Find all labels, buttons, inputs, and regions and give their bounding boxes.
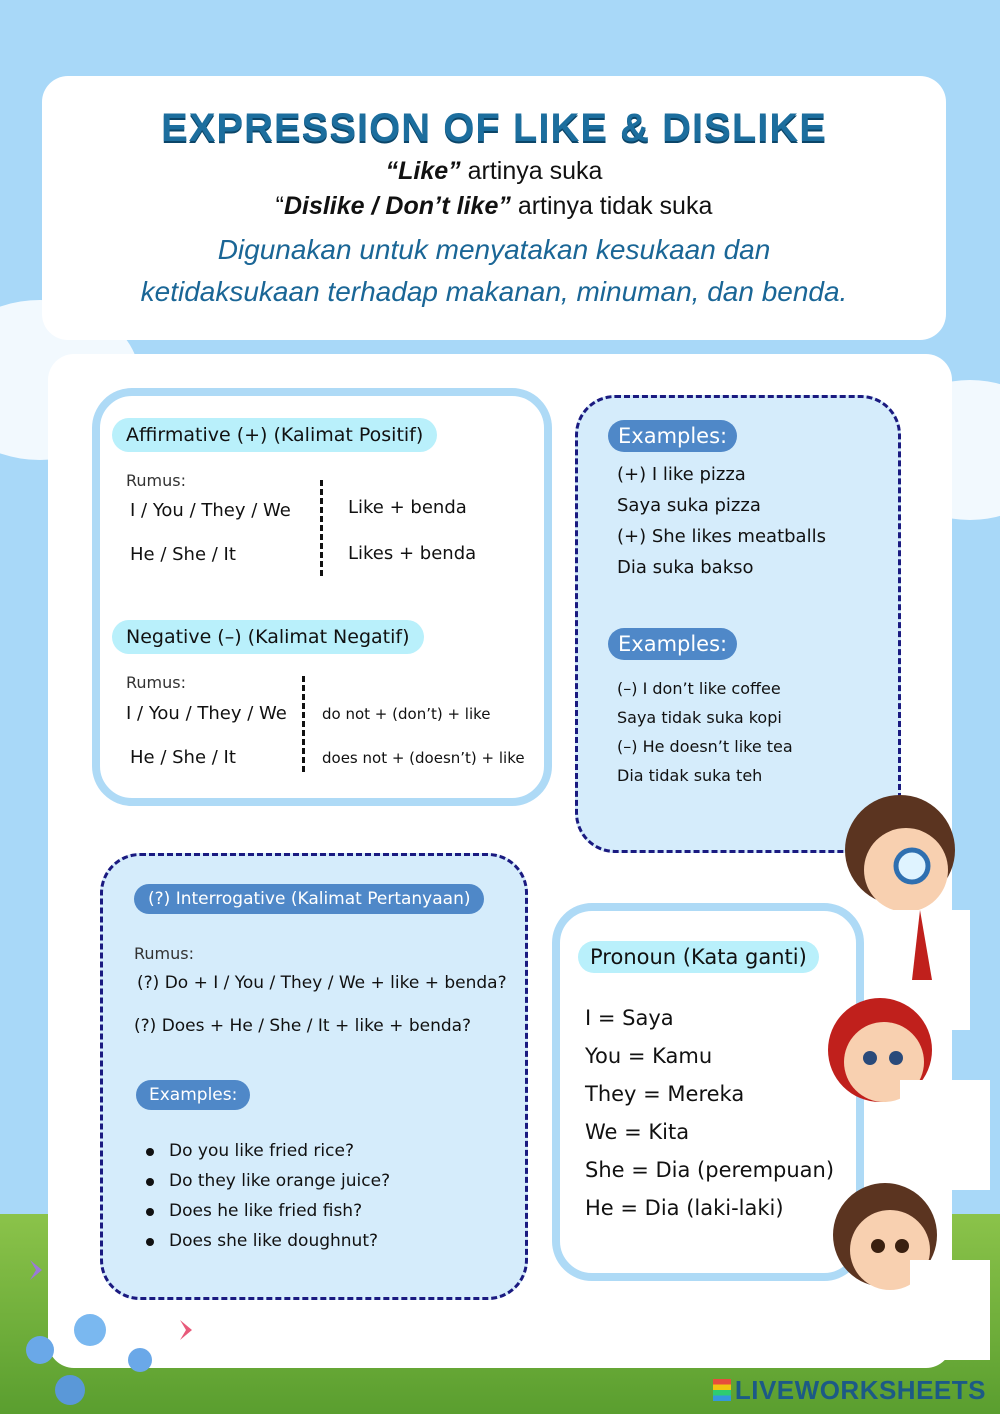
liveworksheets-mark-icon [713,1379,731,1401]
flowers-decoration [0,1240,220,1414]
examples-negative-title: Examples: [608,628,737,660]
pronoun-item-6: He = Dia (laki-laki) [585,1196,784,1220]
affirmative-title: Affirmative (+) (Kalimat Positif) [112,418,437,452]
bullet-dot [146,1208,154,1216]
like-meaning: artinya suka [467,157,603,185]
interrogative-example-3: Does he like fried fish? [169,1201,363,1221]
negative-rumus-label: Rumus: [126,673,186,692]
examples-negative-line-3: (–) He doesn’t like tea [617,737,793,756]
examples-positive-line-3: (+) She likes meatballs [617,526,826,547]
dislike-term: Dislike / Don’t like” [283,192,511,220]
bullet-dot [146,1178,154,1186]
pronoun-item-2: You = Kamu [585,1044,713,1068]
negative-subject-2: He / She / It [130,747,236,768]
pronoun-title: Pronoun (Kata ganti) [578,941,819,973]
interrogative-formula-1: (?) Do + I / You / They / We + like + benda? [137,973,507,993]
affirmative-formula-1: Like + benda [348,497,467,518]
negative-subject-1: I / You / They / We [126,703,287,724]
pronoun-item-3: They = Mereka [585,1082,745,1106]
interrogative-title: (?) Interrogative (Kalimat Pertanyaan) [134,884,484,914]
negative-title: Negative (–) (Kalimat Negatif) [112,620,424,654]
title-card [42,76,946,340]
pronoun-item-5: She = Dia (perempuan) [585,1158,835,1182]
usage-description [42,229,946,313]
examples-positive-line-4: Dia suka bakso [617,557,754,578]
dislike-definition [42,192,946,221]
bullet-dot [146,1148,154,1156]
negative-divider [302,676,305,772]
examples-positive-title: Examples: [608,420,737,452]
like-term: “Like” [385,157,461,185]
examples-positive-line-2: Saya suka pizza [617,495,761,516]
kids-illustration [820,780,1000,1360]
dislike-open-quote: “ [275,192,284,220]
pronoun-item-4: We = Kita [585,1120,690,1144]
examples-negative-line-2: Saya tidak suka kopi [617,708,782,727]
examples-negative-line-1: (–) I don’t like coffee [617,679,781,698]
liveworksheets-logo [713,1375,986,1406]
interrogative-formula-2: (?) Does + He / She / It + like + benda? [134,1016,472,1036]
affirmative-subject-1: I / You / They / We [130,500,291,521]
interrogative-rumus-label: Rumus: [134,944,194,963]
negative-formula-1: do not + (don’t) + like [322,705,491,723]
interrogative-examples-title: Examples: [136,1080,250,1110]
interrogative-example-1: Do you like fried rice? [169,1141,354,1161]
page-title: EXPRESSION OF LIKE & DISLIKE [161,106,827,150]
dislike-meaning: artinya tidak suka [517,192,713,220]
usage-line-1: Digunakan untuk menyatakan kesukaan dan [217,234,771,265]
affirmative-formula-2: Likes + benda [348,543,477,564]
affirmative-divider [320,480,323,576]
affirmative-subject-2: He / She / It [130,544,236,565]
logo-text: LIVEWORKSHEETS [734,1375,986,1405]
examples-negative-line-4: Dia tidak suka teh [617,766,763,785]
affirmative-rumus-label: Rumus: [126,471,186,490]
negative-formula-2: does not + (doesn’t) + like [322,749,525,767]
interrogative-example-2: Do they like orange juice? [169,1171,391,1191]
interrogative-example-4: Does she like doughnut? [169,1231,379,1251]
like-definition [42,157,946,186]
examples-positive-line-1: (+) I like pizza [617,464,746,485]
usage-line-2: ketidaksukaan terhadap makanan, minuman, dan benda. [140,276,848,307]
pronoun-item-1: I = Saya [585,1006,674,1030]
